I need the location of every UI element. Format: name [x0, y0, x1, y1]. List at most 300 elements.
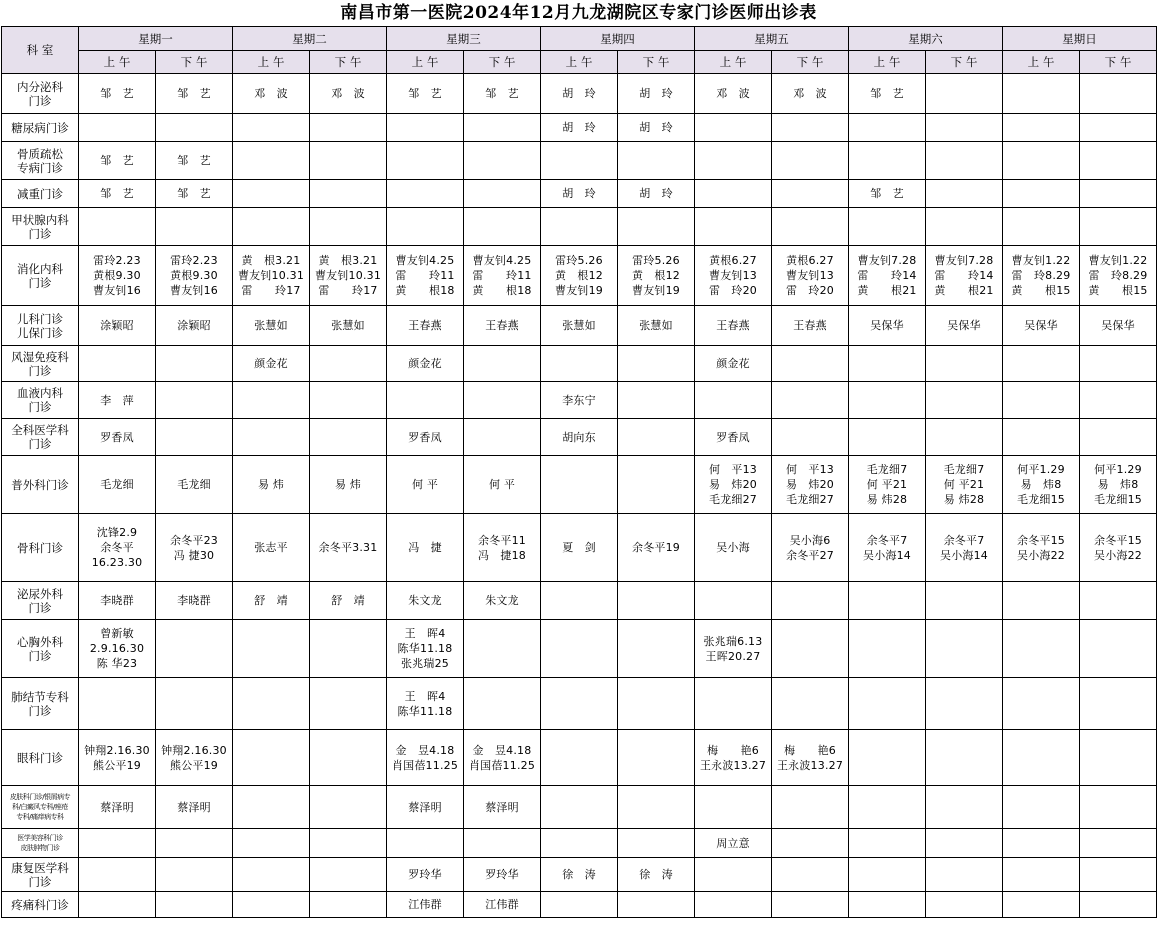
schedule-cell	[233, 858, 310, 892]
schedule-cell	[926, 114, 1003, 142]
am-header: 上 午	[695, 51, 772, 74]
schedule-cell	[541, 456, 618, 514]
schedule-cell	[849, 419, 926, 456]
schedule-cell	[849, 382, 926, 419]
schedule-cell	[772, 114, 849, 142]
schedule-cell: 曹友钊4.25 雷 玲11 黄 根18	[387, 246, 464, 306]
schedule-cell	[926, 829, 1003, 858]
schedule-cell: 易 炜	[310, 456, 387, 514]
am-header: 上 午	[1003, 51, 1080, 74]
schedule-cell	[233, 208, 310, 246]
table-row	[2, 858, 1157, 892]
schedule-cell	[618, 419, 695, 456]
dept-cell: 医学美容科门诊 皮肤肿物门诊	[2, 829, 79, 858]
dept-cell: 肺结节专科 门诊	[2, 678, 79, 730]
am-header: 上 午	[849, 51, 926, 74]
schedule-cell	[541, 892, 618, 918]
schedule-cell: 吴保华	[1080, 306, 1157, 346]
schedule-cell	[1080, 620, 1157, 678]
schedule-cell	[310, 829, 387, 858]
schedule-cell	[695, 678, 772, 730]
schedule-cell	[849, 346, 926, 382]
schedule-cell: 邹 艺	[849, 74, 926, 114]
table-row	[2, 620, 1157, 678]
schedule-cell	[618, 829, 695, 858]
day-header-wed: 星期三	[387, 27, 541, 51]
schedule-cell: 何 平13 易 炜20 毛龙细27	[772, 456, 849, 514]
schedule-cell	[387, 829, 464, 858]
schedule-cell	[464, 382, 541, 419]
schedule-cell: 胡 玲	[618, 74, 695, 114]
schedule-cell: 曹友钊1.22 雷 玲8.29 黄 根15	[1080, 246, 1157, 306]
schedule-cell	[695, 892, 772, 918]
dept-cell: 消化内科 门诊	[2, 246, 79, 306]
schedule-cell	[464, 114, 541, 142]
schedule-cell	[233, 620, 310, 678]
schedule-cell: 吴保华	[849, 306, 926, 346]
schedule-cell	[1003, 892, 1080, 918]
schedule-cell: 毛龙细	[156, 456, 233, 514]
schedule-cell: 邓 波	[310, 74, 387, 114]
schedule-cell	[233, 114, 310, 142]
schedule-cell	[1003, 829, 1080, 858]
schedule-cell: 罗玲华	[464, 858, 541, 892]
schedule-cell	[1080, 829, 1157, 858]
schedule-cell	[1080, 382, 1157, 419]
table-row	[2, 346, 1157, 382]
schedule-cell: 余冬平11 冯 捷18	[464, 514, 541, 582]
schedule-cell	[1003, 208, 1080, 246]
schedule-cell: 梅 艳6 王永波13.27	[772, 730, 849, 786]
schedule-cell	[464, 180, 541, 208]
schedule-cell	[695, 142, 772, 180]
schedule-cell	[310, 892, 387, 918]
schedule-cell	[310, 858, 387, 892]
dept-cell: 血液内科 门诊	[2, 382, 79, 419]
schedule-cell: 余冬平7 吴小海14	[849, 514, 926, 582]
schedule-cell: 蔡泽明	[156, 786, 233, 829]
schedule-cell	[541, 208, 618, 246]
schedule-cell: 张志平	[233, 514, 310, 582]
table-row	[2, 306, 1157, 346]
table-row	[2, 180, 1157, 208]
schedule-cell: 何平1.29 易 炜8 毛龙细15	[1003, 456, 1080, 514]
schedule-cell: 毛龙细7 何 平21 易 炜28	[926, 456, 1003, 514]
schedule-cell: 吴小海6 余冬平27	[772, 514, 849, 582]
schedule-cell	[79, 678, 156, 730]
table-row	[2, 678, 1157, 730]
schedule-cell	[310, 346, 387, 382]
schedule-cell: 雷玲5.26 黄 根12 曹友钊19	[618, 246, 695, 306]
schedule-cell: 王春燕	[387, 306, 464, 346]
schedule-cell: 邓 波	[772, 74, 849, 114]
schedule-cell: 吴保华	[1003, 306, 1080, 346]
schedule-cell: 张慧如	[233, 306, 310, 346]
pm-header: 下 午	[156, 51, 233, 74]
schedule-cell	[1080, 114, 1157, 142]
schedule-cell: 邹 艺	[79, 180, 156, 208]
dept-cell: 全科医学科 门诊	[2, 419, 79, 456]
dept-cell: 儿科门诊 儿保门诊	[2, 306, 79, 346]
pm-header: 下 午	[310, 51, 387, 74]
schedule-cell	[233, 678, 310, 730]
schedule-cell	[464, 346, 541, 382]
schedule-cell	[695, 208, 772, 246]
schedule-cell	[772, 829, 849, 858]
pm-header: 下 午	[772, 51, 849, 74]
schedule-cell: 易 炜	[233, 456, 310, 514]
day-header-thu: 星期四	[541, 27, 695, 51]
schedule-cell	[926, 180, 1003, 208]
schedule-cell	[310, 419, 387, 456]
schedule-cell	[1080, 582, 1157, 620]
schedule-cell: 黄根6.27 曹友钊13 雷 玲20	[695, 246, 772, 306]
schedule-cell	[695, 180, 772, 208]
schedule-cell	[310, 678, 387, 730]
dept-cell: 减重门诊	[2, 180, 79, 208]
table-row	[2, 730, 1157, 786]
schedule-cell: 黄 根3.21 曹友钊10.31 雷 玲17	[310, 246, 387, 306]
dept-cell: 骨科门诊	[2, 514, 79, 582]
schedule-cell	[156, 419, 233, 456]
schedule-cell: 毛龙细7 何 平21 易 炜28	[849, 456, 926, 514]
schedule-cell: 曹友钊1.22 雷 玲8.29 黄 根15	[1003, 246, 1080, 306]
schedule-cell: 邹 艺	[79, 142, 156, 180]
schedule-cell	[233, 892, 310, 918]
schedule-cell	[926, 208, 1003, 246]
schedule-cell	[849, 678, 926, 730]
schedule-cell	[695, 114, 772, 142]
schedule-cell	[849, 208, 926, 246]
schedule-cell	[926, 74, 1003, 114]
schedule-cell	[1080, 419, 1157, 456]
schedule-cell: 罗香凤	[695, 419, 772, 456]
schedule-cell	[1003, 582, 1080, 620]
schedule-cell: 金 昱4.18 肖国蓓11.25	[387, 730, 464, 786]
schedule-cell	[156, 346, 233, 382]
schedule-cell	[541, 829, 618, 858]
table-row	[2, 114, 1157, 142]
dept-header: 科 室	[2, 27, 79, 74]
schedule-cell: 何 平	[387, 456, 464, 514]
schedule-cell	[310, 620, 387, 678]
schedule-cell: 冯 捷	[387, 514, 464, 582]
schedule-cell	[541, 786, 618, 829]
dept-cell: 骨质疏松 专病门诊	[2, 142, 79, 180]
schedule-cell: 江伟群	[387, 892, 464, 918]
schedule-cell: 余冬平23 冯 捷30	[156, 514, 233, 582]
schedule-cell	[772, 142, 849, 180]
schedule-cell	[1080, 730, 1157, 786]
table-row	[2, 582, 1157, 620]
schedule-cell	[387, 382, 464, 419]
schedule-cell: 蔡泽明	[79, 786, 156, 829]
schedule-cell	[618, 346, 695, 382]
schedule-cell	[464, 678, 541, 730]
schedule-cell	[1003, 730, 1080, 786]
schedule-cell	[926, 382, 1003, 419]
schedule-cell	[233, 180, 310, 208]
table-row	[2, 419, 1157, 456]
am-header: 上 午	[541, 51, 618, 74]
schedule-cell: 涂颖昭	[156, 306, 233, 346]
schedule-cell	[1080, 74, 1157, 114]
dept-cell: 康复医学科 门诊	[2, 858, 79, 892]
schedule-cell	[772, 858, 849, 892]
table-row	[2, 382, 1157, 419]
schedule-cell	[1080, 346, 1157, 382]
schedule-cell	[541, 678, 618, 730]
schedule-cell	[849, 858, 926, 892]
schedule-cell	[772, 180, 849, 208]
schedule-cell: 邹 艺	[156, 74, 233, 114]
schedule-cell	[541, 582, 618, 620]
schedule-cell: 舒 靖	[233, 582, 310, 620]
schedule-cell	[1003, 678, 1080, 730]
schedule-cell	[79, 114, 156, 142]
schedule-cell	[695, 858, 772, 892]
schedule-cell	[541, 142, 618, 180]
schedule-cell	[79, 858, 156, 892]
schedule-cell	[1003, 620, 1080, 678]
schedule-cell: 胡 玲	[618, 180, 695, 208]
schedule-table	[1, 26, 1157, 918]
schedule-cell	[618, 208, 695, 246]
schedule-cell: 颜金花	[695, 346, 772, 382]
dept-cell: 风湿免疫科 门诊	[2, 346, 79, 382]
schedule-cell: 张慧如	[618, 306, 695, 346]
pm-header: 下 午	[464, 51, 541, 74]
schedule-cell: 黄 根3.21 曹友钊10.31 雷 玲17	[233, 246, 310, 306]
table-row	[2, 786, 1157, 829]
schedule-cell: 邹 艺	[156, 180, 233, 208]
schedule-cell: 余冬平3.31	[310, 514, 387, 582]
schedule-cell	[1003, 858, 1080, 892]
schedule-cell: 邹 艺	[156, 142, 233, 180]
schedule-cell: 邹 艺	[464, 74, 541, 114]
schedule-cell: 张兆瑞6.13 王晖20.27	[695, 620, 772, 678]
schedule-cell: 吴保华	[926, 306, 1003, 346]
schedule-cell	[772, 892, 849, 918]
schedule-cell: 何平1.29 易 炜8 毛龙细15	[1080, 456, 1157, 514]
schedule-cell: 胡 玲	[618, 114, 695, 142]
dept-cell: 糖尿病门诊	[2, 114, 79, 142]
pm-header: 下 午	[1080, 51, 1157, 74]
schedule-cell	[1003, 114, 1080, 142]
schedule-cell	[772, 208, 849, 246]
schedule-cell	[926, 582, 1003, 620]
schedule-cell	[772, 678, 849, 730]
schedule-cell	[926, 786, 1003, 829]
schedule-cell	[541, 620, 618, 678]
schedule-cell	[1080, 858, 1157, 892]
schedule-cell	[233, 382, 310, 419]
schedule-cell: 罗玲华	[387, 858, 464, 892]
schedule-cell: 曹友钊7.28 雷 玲14 黄 根21	[926, 246, 1003, 306]
schedule-cell: 黄根6.27 曹友钊13 雷 玲20	[772, 246, 849, 306]
schedule-cell: 曹友钊4.25 雷 玲11 黄 根18	[464, 246, 541, 306]
schedule-cell	[1080, 678, 1157, 730]
schedule-cell	[849, 730, 926, 786]
schedule-cell: 余冬平7 吴小海14	[926, 514, 1003, 582]
dept-cell: 皮肤科门诊/银屑病专 科/白癜风专科/痤疮 专科/痛痒病专科	[2, 786, 79, 829]
table-row	[2, 142, 1157, 180]
table-row	[2, 208, 1157, 246]
schedule-cell: 胡 玲	[541, 74, 618, 114]
schedule-cell	[79, 208, 156, 246]
schedule-cell	[387, 208, 464, 246]
schedule-cell	[926, 142, 1003, 180]
schedule-cell	[926, 620, 1003, 678]
schedule-cell: 徐 涛	[618, 858, 695, 892]
schedule-cell	[1080, 208, 1157, 246]
schedule-cell	[618, 382, 695, 419]
dept-cell: 心胸外科 门诊	[2, 620, 79, 678]
schedule-cell	[310, 730, 387, 786]
schedule-cell	[618, 620, 695, 678]
dept-cell: 眼科门诊	[2, 730, 79, 786]
schedule-cell: 曾新敏 2.9.16.30 陈 华23	[79, 620, 156, 678]
schedule-cell: 雷玲5.26 黄 根12 曹友钊19	[541, 246, 618, 306]
schedule-cell	[926, 346, 1003, 382]
schedule-cell: 李晓群	[156, 582, 233, 620]
schedule-cell: 余冬平15 吴小海22	[1003, 514, 1080, 582]
schedule-cell	[618, 786, 695, 829]
schedule-cell	[310, 382, 387, 419]
schedule-cell: 江伟群	[464, 892, 541, 918]
schedule-cell	[541, 346, 618, 382]
schedule-cell: 王春燕	[464, 306, 541, 346]
schedule-body	[2, 74, 1157, 918]
day-header-tue: 星期二	[233, 27, 387, 51]
schedule-cell: 钟翔2.16.30 熊公平19	[156, 730, 233, 786]
am-header: 上 午	[387, 51, 464, 74]
schedule-cell	[387, 180, 464, 208]
table-row	[2, 892, 1157, 918]
schedule-cell: 邹 艺	[79, 74, 156, 114]
schedule-cell: 吴小海	[695, 514, 772, 582]
table-row	[2, 514, 1157, 582]
pm-header: 下 午	[926, 51, 1003, 74]
schedule-cell	[1080, 786, 1157, 829]
schedule-cell	[464, 142, 541, 180]
schedule-cell: 王 晖4 陈华11.18 张兆瑞25	[387, 620, 464, 678]
schedule-cell	[156, 892, 233, 918]
schedule-cell: 夏 剑	[541, 514, 618, 582]
schedule-cell: 徐 涛	[541, 858, 618, 892]
schedule-cell: 王 晖4 陈华11.18	[387, 678, 464, 730]
schedule-cell: 沈锋2.9 余冬平 16.23.30	[79, 514, 156, 582]
schedule-cell	[310, 114, 387, 142]
day-header-fri: 星期五	[695, 27, 849, 51]
schedule-cell: 何 平	[464, 456, 541, 514]
schedule-cell	[1003, 419, 1080, 456]
schedule-cell: 毛龙细	[79, 456, 156, 514]
schedule-cell: 舒 靖	[310, 582, 387, 620]
am-header: 上 午	[79, 51, 156, 74]
page-title: 南昌市第一医院2024年12月九龙湖院区专家门诊医师出诊表	[340, 3, 817, 23]
schedule-cell	[233, 730, 310, 786]
schedule-cell	[233, 142, 310, 180]
schedule-cell	[926, 678, 1003, 730]
schedule-cell: 蔡泽明	[464, 786, 541, 829]
dept-cell: 甲状腺内科 门诊	[2, 208, 79, 246]
day-header-mon: 星期一	[79, 27, 233, 51]
schedule-cell: 朱文龙	[387, 582, 464, 620]
schedule-cell: 涂颖昭	[79, 306, 156, 346]
schedule-cell	[387, 114, 464, 142]
schedule-cell	[1080, 142, 1157, 180]
schedule-cell	[156, 858, 233, 892]
schedule-cell	[618, 582, 695, 620]
schedule-cell	[1003, 346, 1080, 382]
schedule-cell: 罗香凤	[79, 419, 156, 456]
table-row	[2, 74, 1157, 114]
schedule-cell: 邹 艺	[849, 180, 926, 208]
schedule-cell	[926, 892, 1003, 918]
schedule-cell	[156, 114, 233, 142]
schedule-cell	[387, 142, 464, 180]
schedule-cell: 罗香凤	[387, 419, 464, 456]
schedule-cell	[618, 142, 695, 180]
schedule-cell: 颜金花	[233, 346, 310, 382]
schedule-cell	[618, 456, 695, 514]
schedule-cell: 王春燕	[772, 306, 849, 346]
schedule-cell	[926, 730, 1003, 786]
dept-cell: 泌尿外科 门诊	[2, 582, 79, 620]
schedule-cell: 蔡泽明	[387, 786, 464, 829]
schedule-cell	[849, 829, 926, 858]
schedule-cell: 颜金花	[387, 346, 464, 382]
schedule-cell	[772, 419, 849, 456]
schedule-cell: 曹友钊7.28 雷 玲14 黄 根21	[849, 246, 926, 306]
schedule-cell	[1003, 786, 1080, 829]
schedule-cell	[79, 892, 156, 918]
schedule-cell	[156, 678, 233, 730]
schedule-cell: 张慧如	[541, 306, 618, 346]
schedule-cell: 何 平13 易 炜20 毛龙细27	[695, 456, 772, 514]
schedule-cell: 余冬平15 吴小海22	[1080, 514, 1157, 582]
schedule-cell	[310, 208, 387, 246]
schedule-cell	[464, 419, 541, 456]
schedule-cell	[79, 346, 156, 382]
schedule-cell: 张慧如	[310, 306, 387, 346]
schedule-cell	[1003, 142, 1080, 180]
schedule-cell	[926, 419, 1003, 456]
schedule-cell	[464, 208, 541, 246]
schedule-cell	[1003, 382, 1080, 419]
schedule-cell	[1080, 892, 1157, 918]
schedule-cell	[618, 678, 695, 730]
schedule-cell	[849, 892, 926, 918]
schedule-cell	[772, 582, 849, 620]
schedule-cell: 李晓群	[79, 582, 156, 620]
schedule-cell	[156, 208, 233, 246]
day-header-sun: 星期日	[1003, 27, 1157, 51]
schedule-cell	[1003, 180, 1080, 208]
schedule-cell	[1080, 180, 1157, 208]
schedule-cell	[310, 142, 387, 180]
am-header: 上 午	[233, 51, 310, 74]
schedule-cell	[541, 730, 618, 786]
schedule-cell	[849, 620, 926, 678]
schedule-cell: 梅 艳6 王永波13.27	[695, 730, 772, 786]
schedule-cell	[156, 382, 233, 419]
schedule-cell	[772, 786, 849, 829]
schedule-cell	[772, 346, 849, 382]
schedule-cell	[772, 382, 849, 419]
schedule-cell	[695, 382, 772, 419]
